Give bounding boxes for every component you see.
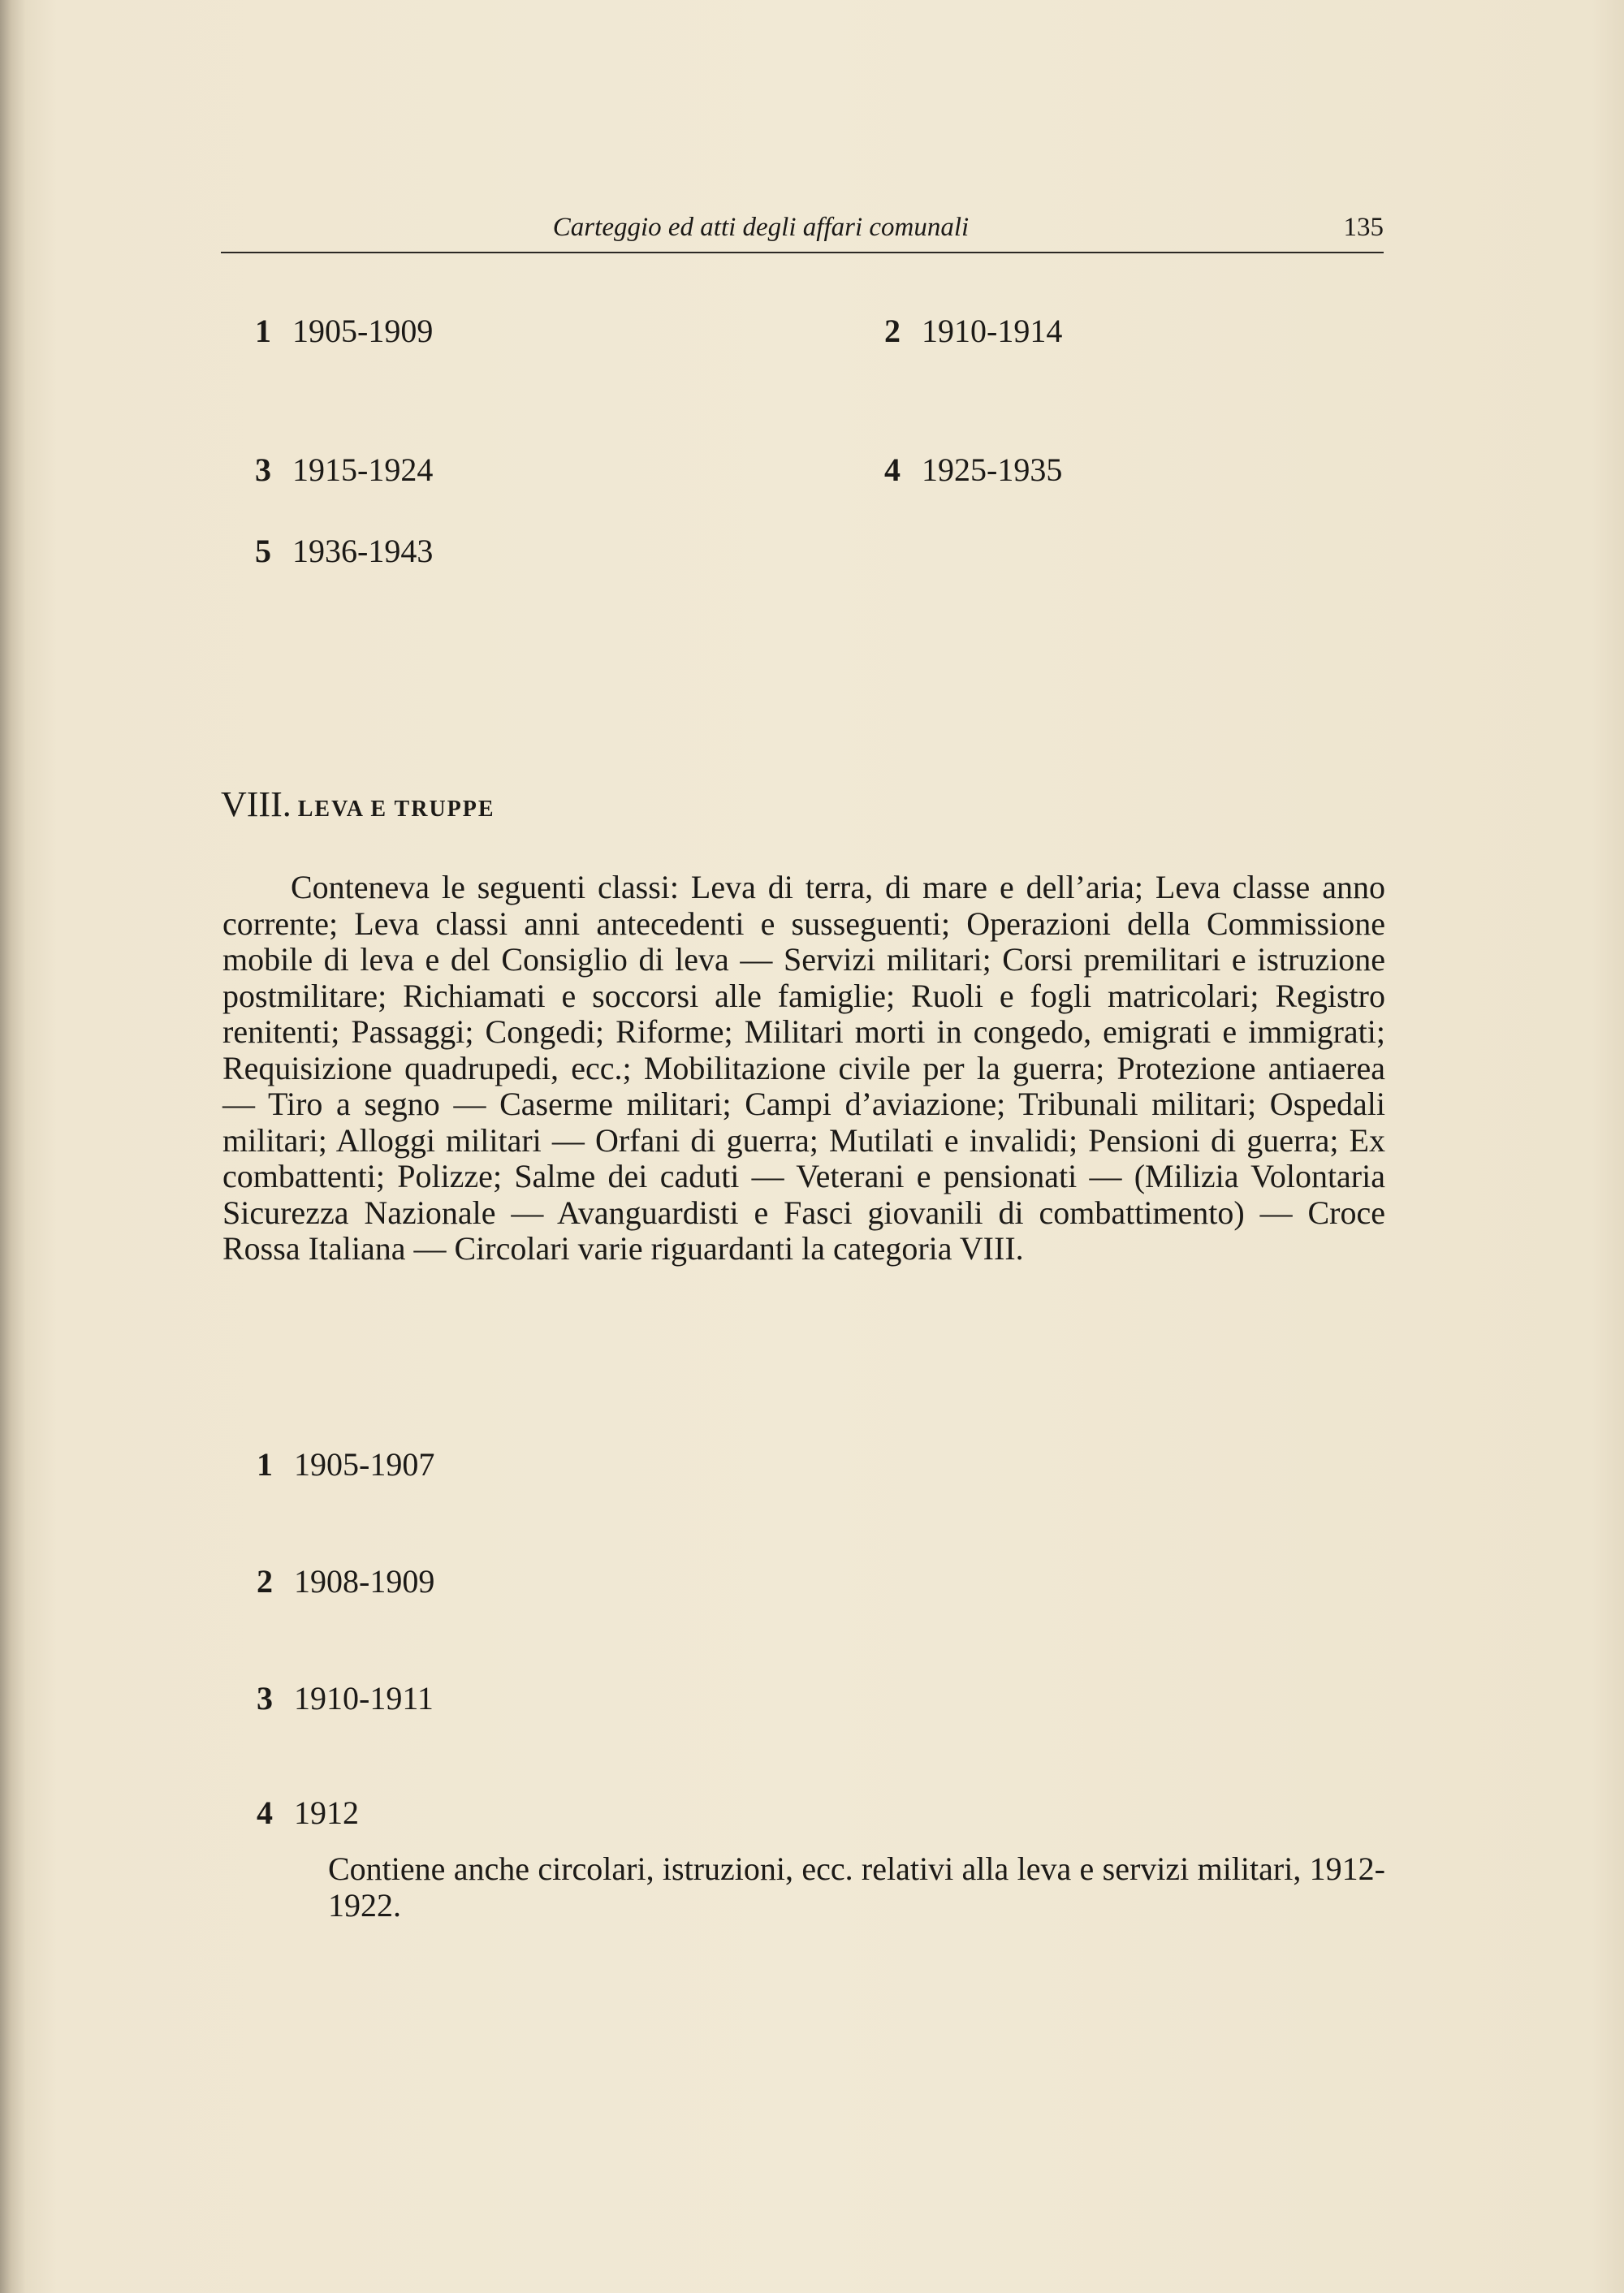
list-item <box>245 1562 434 1600</box>
item-years: 1908-1909 <box>294 1563 435 1600</box>
section-numeral: VIII. <box>221 784 292 824</box>
item-number: 4 <box>884 451 901 488</box>
list-item <box>245 1445 434 1483</box>
item-number: 2 <box>257 1563 273 1600</box>
item-years: 1912 <box>294 1794 359 1831</box>
item-years: 1905-1909 <box>292 313 434 349</box>
item-years: 1915-1924 <box>292 451 434 488</box>
list-item <box>245 1679 434 1717</box>
section-heading <box>221 784 495 825</box>
item-number: 1 <box>255 313 271 349</box>
item-number: 5 <box>255 533 271 569</box>
item-years: 1910-1911 <box>294 1680 434 1717</box>
list-item <box>873 312 1062 350</box>
list-item <box>873 451 1062 489</box>
running-title: Carteggio ed atti degli affari comunali <box>552 213 970 242</box>
page-number: 135 <box>1343 213 1384 242</box>
running-header <box>221 209 1384 253</box>
item-years: 1925-1935 <box>922 451 1063 488</box>
list-item <box>244 451 433 489</box>
item-years: 1910-1914 <box>922 313 1063 349</box>
item-note: Contiene anche circolari, istruzioni, ecc. relativi alla leva e servizi militari, 1912-1922. <box>328 1850 1385 1924</box>
item-number: 1 <box>257 1446 273 1483</box>
list-item <box>244 312 433 350</box>
item-years: 1936-1943 <box>292 533 434 569</box>
section-title: LEVA E TRUPPE <box>297 797 495 822</box>
item-number: 3 <box>257 1680 273 1717</box>
list-item <box>244 532 433 570</box>
item-number: 4 <box>257 1794 273 1831</box>
section-description: Conteneva le seguenti classi: Leva di terra, di mare e dell’aria; Leva classe anno corrente; Leva classi anni antecedenti e susseguenti; Operazioni della Commissione mobile di leva e del Consiglio di leva — Servizi militari; Corsi premilitari e istruzione postmilitare; Richiamati e soccorsi alle famiglie; Ruoli e fogli matricolari; Registro renitenti; Passaggi; Congedi; Riforme; Militari morti in congedo, emigrati e immigrati; Requisizione quadrupedi, ecc.; Mobilitazione civile per la guerra; Protezione antiaerea — Tiro a segno — Caserme militari; Campi d’aviazione; Tribunali militari; Ospedali militari; Alloggi militari — Orfani di guerra; Mutilati e invalidi; Pensioni di guerra; Ex combattenti; Polizze; Salme dei caduti — Veterani e pensionati — (Milizia Volontaria Sicurezza Nazionale — Avanguardisti e Fasci giovanili di combattimento) — Croce Rossa Italiana — Circolari varie riguardanti la categoria VIII. <box>222 869 1385 1267</box>
item-number: 3 <box>255 451 271 488</box>
list-item <box>245 1794 359 1832</box>
item-number: 2 <box>884 313 901 349</box>
item-years: 1905-1907 <box>294 1446 435 1483</box>
